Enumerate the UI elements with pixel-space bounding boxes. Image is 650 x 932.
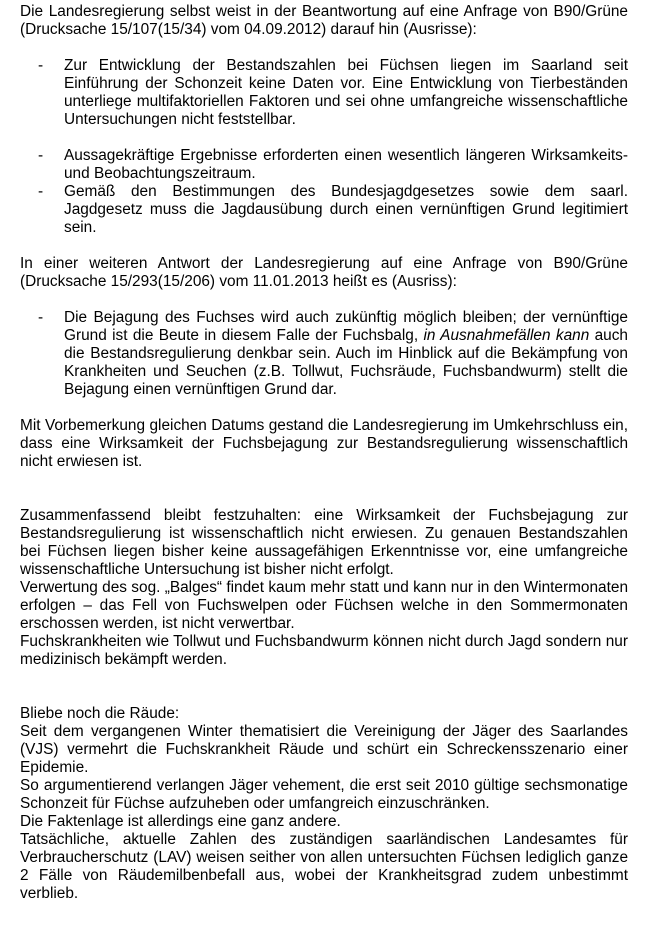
- list-dash: -: [38, 309, 44, 326]
- raeude-heading: Bliebe noch die Räude:: [20, 705, 180, 722]
- quote-list-1: [20, 57, 628, 237]
- paragraph-conclusion: Mit Vorbemerkung gleichen Datums gestand die Landesregierung im Umkehrschluss ein, dass eine Wirksamkeit der Fuchsbejagung zur Bestandsregulierung wissenschaftlich nicht erwiesen ist.: [20, 417, 628, 470]
- list-item: [20, 183, 628, 237]
- list-item: [20, 57, 628, 129]
- quote-list-2: [20, 309, 628, 399]
- raeude-paragraph-2: So argumentierend verlangen Jäger vehement, die erst seit 2010 gültige sechsmonatige Schonzeit für Füchse aufzuheben oder umfangreich einzuschränken.: [20, 777, 628, 812]
- raeude-paragraph-3: Die Faktenlage ist allerdings eine ganz andere.: [20, 813, 341, 830]
- list-item-text: Die Bejagung des Fuchses wird auch zukünftig möglich bleiben; der vernünftige Grund ist die Beute in diesem Falle der Fuchsbalg, in Ausnahmefällen kann auch die Bestandsregulierung denkbar sein. Auch im Hinblick auf die Bekämpfung von Krankheiten und Seuchen (z.B. Tollwut, Fuchsräude, Fuchsbandwurm) stellt die Bejagung einen vernünftigen Grund dar.: [64, 309, 628, 398]
- list-dash: -: [38, 57, 44, 74]
- raeude-paragraph-1: Seit dem vergangenen Winter thematisiert die Vereinigung der Jäger des Saarlandes (VJS) vermehrt die Fuchskrankheit Räude und schürt ein Schreckensszenario einer Epidemie.: [20, 723, 628, 776]
- list-item: [20, 309, 628, 399]
- list-item-text: Aussagekräftige Ergebnisse erforderten einen wesentlich längeren Wirksamkeits- und Beobachtungszeitraum.: [64, 147, 628, 182]
- list-item: [20, 147, 628, 183]
- intro-paragraph-2: In einer weiteren Antwort der Landesregierung auf eine Anfrage von B90/Grüne (Drucksache 15/293(15/206) vom 11.01.2013 heißt es (Ausriss):: [20, 255, 628, 290]
- raeude-paragraph-4: Tatsächliche, aktuelle Zahlen des zuständigen saarländischen Landesamtes für Verbraucherschutz (LAV) weisen seither von allen untersuchten Füchsen lediglich ganze 2 Fälle von Räudemilbenbefall aus, wobei der Krankheitsgrad zudem unbestimmt verblieb.: [20, 831, 628, 902]
- summary-paragraph-3: Fuchskrankheiten wie Tollwut und Fuchsbandwurm können nicht durch Jagd sondern nur medizinisch bekämpft werden.: [20, 633, 628, 668]
- list-item-text: Zur Entwicklung der Bestandszahlen bei Füchsen liegen im Saarland seit Einführung der Schonzeit keine Daten vor. Eine Entwicklung von Tierbeständen unterliege multifaktoriellen Faktoren und sei ohne umfangreiche wissenschaftliche Untersuchungen nicht feststellbar.: [64, 57, 628, 128]
- list-item-text: Gemäß den Bestimmungen des Bundesjagdgesetzes sowie dem saarl. Jagdgesetz muss die Jagdausübung durch einen vernünftigen Grund legitimiert sein.: [64, 183, 628, 236]
- summary-paragraph-2: Verwertung des sog. „Balges“ findet kaum mehr statt und kann nur in den Wintermonaten erfolgen – das Fell von Fuchswelpen oder Füchsen welche in den Sommermonaten erschossen werden, ist nicht verwertbar.: [20, 579, 628, 632]
- intro-paragraph-1: Die Landesregierung selbst weist in der Beantwortung auf eine Anfrage von B90/Grüne (Drucksache 15/107(15/34) vom 04.09.2012) darauf hin (Ausrisse):: [20, 3, 628, 38]
- italic-emphasis: in Ausnahmefällen kann: [423, 327, 590, 344]
- list-dash: -: [38, 147, 44, 164]
- summary-paragraph-1: Zusammenfassend bleibt festzuhalten: eine Wirksamkeit der Fuchsbejagung zur Bestandsregulierung ist wissenschaftlich nicht erwiesen. Zu genauen Bestandszahlen bei Füchsen liegen bisher keine aussagefähigen Erkenntnisse vor, eine umfangreiche wissenschaftliche Untersuchung ist bisher nicht erfolgt.: [20, 507, 628, 578]
- list-dash: -: [38, 183, 44, 200]
